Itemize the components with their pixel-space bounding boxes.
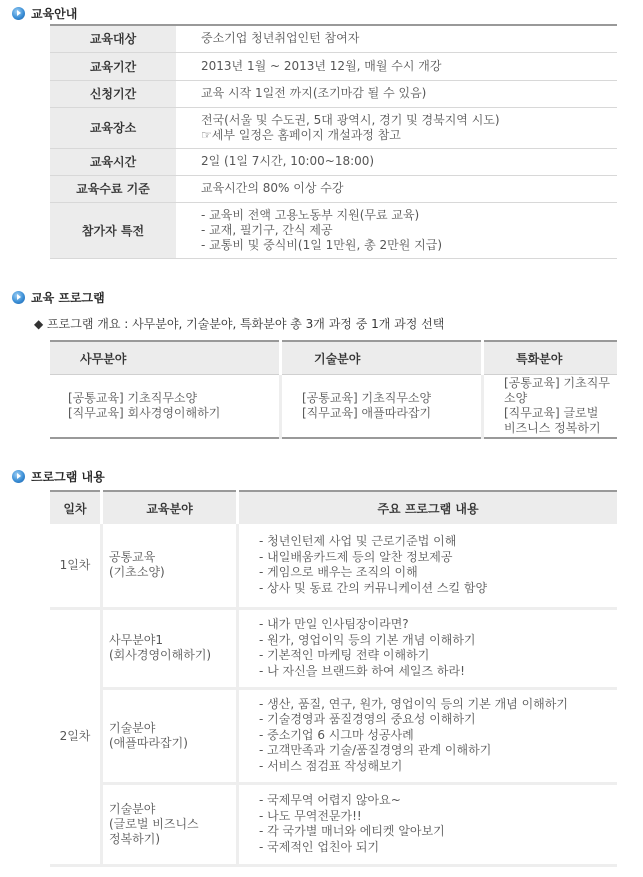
row-label: 교육대상 <box>50 25 177 52</box>
section-header-program <box>12 288 105 306</box>
row-label: 참가자 특전 <box>50 202 177 258</box>
column-header: 주요 프로그램 내용 <box>238 491 618 524</box>
list-item: - 상사 및 동료 간의 커뮤니케이션 스킬 함양 <box>259 580 488 595</box>
row-value: 교육시간의 80% 이상 수강 <box>177 175 618 202</box>
list-item: - 원가, 영업이익 등의 기본 개념 이해하기 <box>259 632 476 647</box>
table-row <box>50 688 617 783</box>
table-row <box>50 783 617 865</box>
category-cell: 사무분야1 (회사경영이해하기) <box>102 608 238 688</box>
table-row <box>50 375 617 439</box>
day-cell: 2일차 <box>50 608 102 865</box>
list-item: - 게임으로 배우는 조직의 이해 <box>259 565 418 580</box>
column-header: 특화분야 <box>483 341 618 375</box>
list-item: - 서비스 점검표 작성해보기 <box>259 758 403 773</box>
row-label: 교육기간 <box>50 52 177 80</box>
section-title: 프로그램 내용 <box>31 469 105 484</box>
category-cell: 기술분야 (글로벌 비즈니스 정복하기) <box>102 783 238 865</box>
table-row <box>50 175 617 202</box>
row-value: 교육 시작 1일전 까지(조기마감 될 수 있음) <box>177 80 618 107</box>
column-header: 사무분야 <box>50 341 281 375</box>
row-value: 2013년 1월 ~ 2013년 12월, 매월 수시 개강 <box>177 52 618 80</box>
blue-bullet-icon <box>12 7 25 20</box>
list-item: - 기술경영과 품질경영의 중요성 이해하기 <box>259 712 476 727</box>
header-row <box>50 341 617 375</box>
details-cell <box>238 608 618 688</box>
table-row <box>50 107 617 148</box>
program-cell: [공통교육] 기초직무소양 [직무교육] 애플따라잡기 <box>281 375 483 439</box>
program-overview: ◆ 프로그램 개요 : 사무분야, 기술분야, 특화분야 총 3개 과정 중 1개 과정 선택 <box>34 317 445 331</box>
table-row <box>50 202 617 258</box>
row-value: 2일 (1일 7시간, 10:00~18:00) <box>177 148 618 175</box>
table-row <box>50 524 617 608</box>
list-item: - 기본적인 마케팅 전략 이해하기 <box>259 648 430 662</box>
list-item: - 국제무역 어렵지 않아요~ <box>259 793 401 807</box>
category-cell: 공통교육 (기초소양) <box>102 524 238 608</box>
row-label: 교육시간 <box>50 148 177 175</box>
list-item: - 고객만족과 기술/품질경영의 관계 이해하기 <box>259 743 492 758</box>
table-row <box>50 608 617 688</box>
section-header-content <box>12 467 105 485</box>
row-label: 신청기간 <box>50 80 177 107</box>
info-table <box>50 24 617 259</box>
details-cell <box>238 783 618 865</box>
blue-bullet-icon <box>12 291 25 304</box>
row-value: 전국(서울 및 수도권, 5대 광역시, 경기 및 경북지역 시도) ☞세부 일정은 홈페이지 개설과정 참고 <box>177 107 618 148</box>
row-value: - 교육비 전액 고용노동부 지원(무료 교육) - 교재, 필기구, 간식 제공 - 교통비 및 중식비(1일 1만원, 총 2만원 지급) <box>177 202 618 258</box>
row-label: 교육수료 기준 <box>50 175 177 202</box>
content-table <box>50 490 617 867</box>
list-item: - 청년인턴제 사업 및 근로기준법 이해 <box>259 534 457 549</box>
list-item: - 내일배움카드제 등의 알찬 정보제공 <box>259 549 453 564</box>
section-title: 교육안내 <box>31 6 78 21</box>
details-cell <box>238 524 618 608</box>
details-cell <box>238 688 618 783</box>
list-item: - 생산, 품질, 연구, 원가, 영업이익 등의 기본 개념 이해하기 <box>259 696 568 711</box>
list-item: - 나 자신을 브랜드화 하여 세일즈 하라! <box>259 663 465 678</box>
list-item: - 국제적인 업친아 되기 <box>259 839 380 854</box>
column-header: 일차 <box>50 491 102 524</box>
day-cell: 1일차 <box>50 524 102 608</box>
program-table <box>50 340 617 439</box>
section-title: 교육 프로그램 <box>31 290 105 305</box>
category-cell: 기술분야 (애플따라잡기) <box>102 688 238 783</box>
list-item: - 내가 만일 인사팀장이라면? <box>259 617 409 631</box>
table-row <box>50 148 617 175</box>
list-item: - 나도 무역전문가!! <box>259 808 362 823</box>
table-row <box>50 52 617 80</box>
program-cell: [공통교육] 기초직무소양 [직무교육] 글로벌 비즈니스 정복하기 <box>504 376 610 435</box>
column-header: 기술분야 <box>281 341 483 375</box>
list-item: - 중소기업 6 시그마 성공사례 <box>259 727 414 742</box>
column-header: 교육분야 <box>102 491 238 524</box>
table-row <box>50 25 617 52</box>
blue-bullet-icon <box>12 470 25 483</box>
row-label: 교육장소 <box>50 107 177 148</box>
header-row <box>50 491 617 524</box>
program-cell: [공통교육] 기초직무소양 [직무교육] 회사경영이해하기 <box>50 375 281 439</box>
section-header-info <box>12 4 77 22</box>
row-value: 중소기업 청년취업인턴 참여자 <box>177 25 618 52</box>
table-row <box>50 80 617 107</box>
list-item: - 각 국가별 매너와 에티켓 알아보기 <box>259 824 445 838</box>
